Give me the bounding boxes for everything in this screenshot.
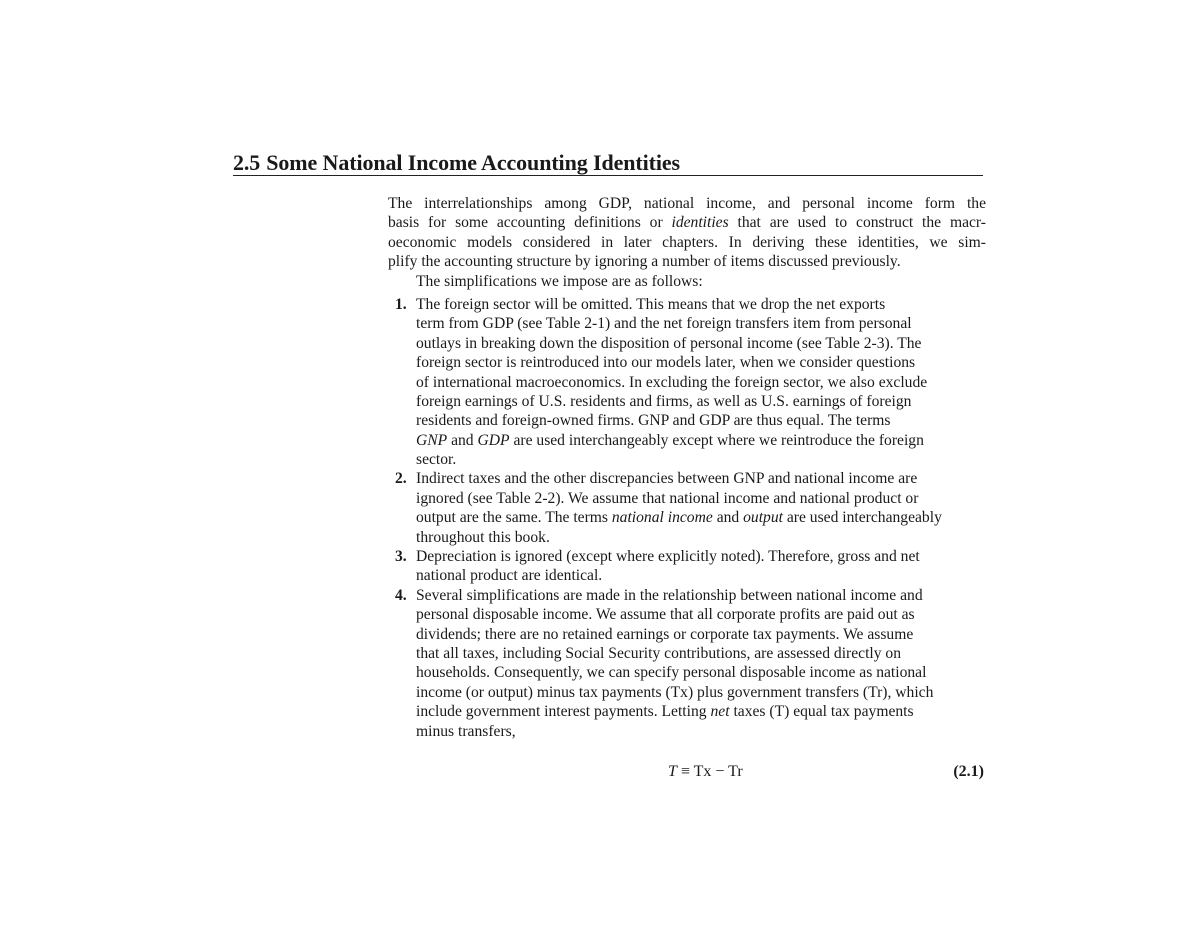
- list-item: [388, 586, 986, 741]
- emphasis: identities: [671, 214, 729, 232]
- text-line: Several simplifications are made in the relationship between national income and: [416, 586, 923, 604]
- text-line: plify the accounting structure by ignoring a number of items discussed previously.: [388, 253, 901, 271]
- text-line: outlays in breaking down the disposition of personal income (see Table 2-3). The: [416, 334, 922, 352]
- equation-expression: [668, 763, 743, 781]
- text-line: Indirect taxes and the other discrepancies between GNP and national income are: [416, 470, 918, 488]
- list-item-number: 3.: [395, 548, 407, 566]
- list-item: [388, 295, 986, 470]
- text-line: national product are identical.: [416, 567, 603, 585]
- emphasis: net: [710, 703, 730, 721]
- text-line: that all taxes, including Social Security contributions, are assessed directly on: [416, 644, 902, 662]
- text-line: basis for some accounting definitions or identities that are used to construct the macr-: [388, 214, 986, 232]
- text-line: minus transfers,: [416, 722, 516, 740]
- text-line: ignored (see Table 2-2). We assume that national income and national product or: [416, 489, 919, 507]
- list-item-number: 2.: [395, 470, 407, 488]
- text-line: oeconomic models considered in later chapters. In deriving these identities, we sim-: [388, 233, 986, 251]
- equation-2-1: [388, 761, 986, 785]
- text-line: of international macroeconomics. In excluding the foreign sector, we also exclude: [416, 373, 928, 391]
- text-line: throughout this book.: [416, 528, 550, 546]
- equation-number: (2.1): [953, 763, 984, 780]
- section-heading: [233, 146, 983, 176]
- text-line: The foreign sector will be omitted. This means that we drop the net exports: [416, 295, 886, 313]
- emphasis: output: [743, 509, 783, 527]
- text-line: dividends; there are no retained earnings or corporate tax payments. We assume: [416, 625, 914, 643]
- text-line: term from GDP (see Table 2-1) and the net foreign transfers item from personal: [416, 315, 912, 333]
- text-line: GNP and GDP are used interchangeably except where we reintroduce the foreign: [416, 431, 924, 449]
- text-line: income (or output) minus tax payments (Tx) plus government transfers (Tr), which: [416, 683, 934, 701]
- equation-rhs: ≡ Tx − Tr: [676, 763, 743, 780]
- text-line: include government interest payments. Letting net taxes (T) equal tax payments: [416, 703, 914, 721]
- list-item-number: 1.: [395, 295, 407, 313]
- intro-paragraph: [388, 194, 986, 291]
- text-line: sector.: [416, 451, 457, 469]
- text-line: households. Consequently, we can specify personal disposable income as national: [416, 664, 927, 682]
- list-item: [388, 547, 986, 586]
- equation-lhs: T: [668, 763, 677, 780]
- text-line: The simplifications we impose are as follows:: [416, 272, 703, 290]
- numbered-list: [388, 295, 986, 741]
- text-line: Depreciation is ignored (except where explicitly noted). Therefore, gross and net: [416, 548, 920, 566]
- emphasis: GDP: [477, 431, 510, 449]
- text-line: The interrelationships among GDP, national income, and personal income form the: [388, 195, 986, 212]
- text-line: output are the same. The terms national income and output are used interchangeably: [416, 509, 942, 527]
- text-line: foreign sector is reintroduced into our models later, when we consider questions: [416, 354, 916, 372]
- list-item-number: 4.: [395, 586, 407, 604]
- section-title: [233, 150, 680, 176]
- text-line: personal disposable income. We assume that all corporate profits are paid out as: [416, 606, 915, 624]
- section-title-text: Some National Income Accounting Identities: [266, 150, 681, 175]
- text-line: foreign earnings of U.S. residents and firms, as well as U.S. earnings of foreign: [416, 392, 912, 410]
- emphasis: GNP: [416, 431, 448, 449]
- section-body: [388, 194, 986, 741]
- emphasis: national income: [611, 509, 713, 527]
- section-number: 2.5: [233, 150, 261, 175]
- list-item: [388, 469, 986, 547]
- text-line: residents and foreign-owned firms. GNP and GDP are thus equal. The terms: [416, 412, 891, 430]
